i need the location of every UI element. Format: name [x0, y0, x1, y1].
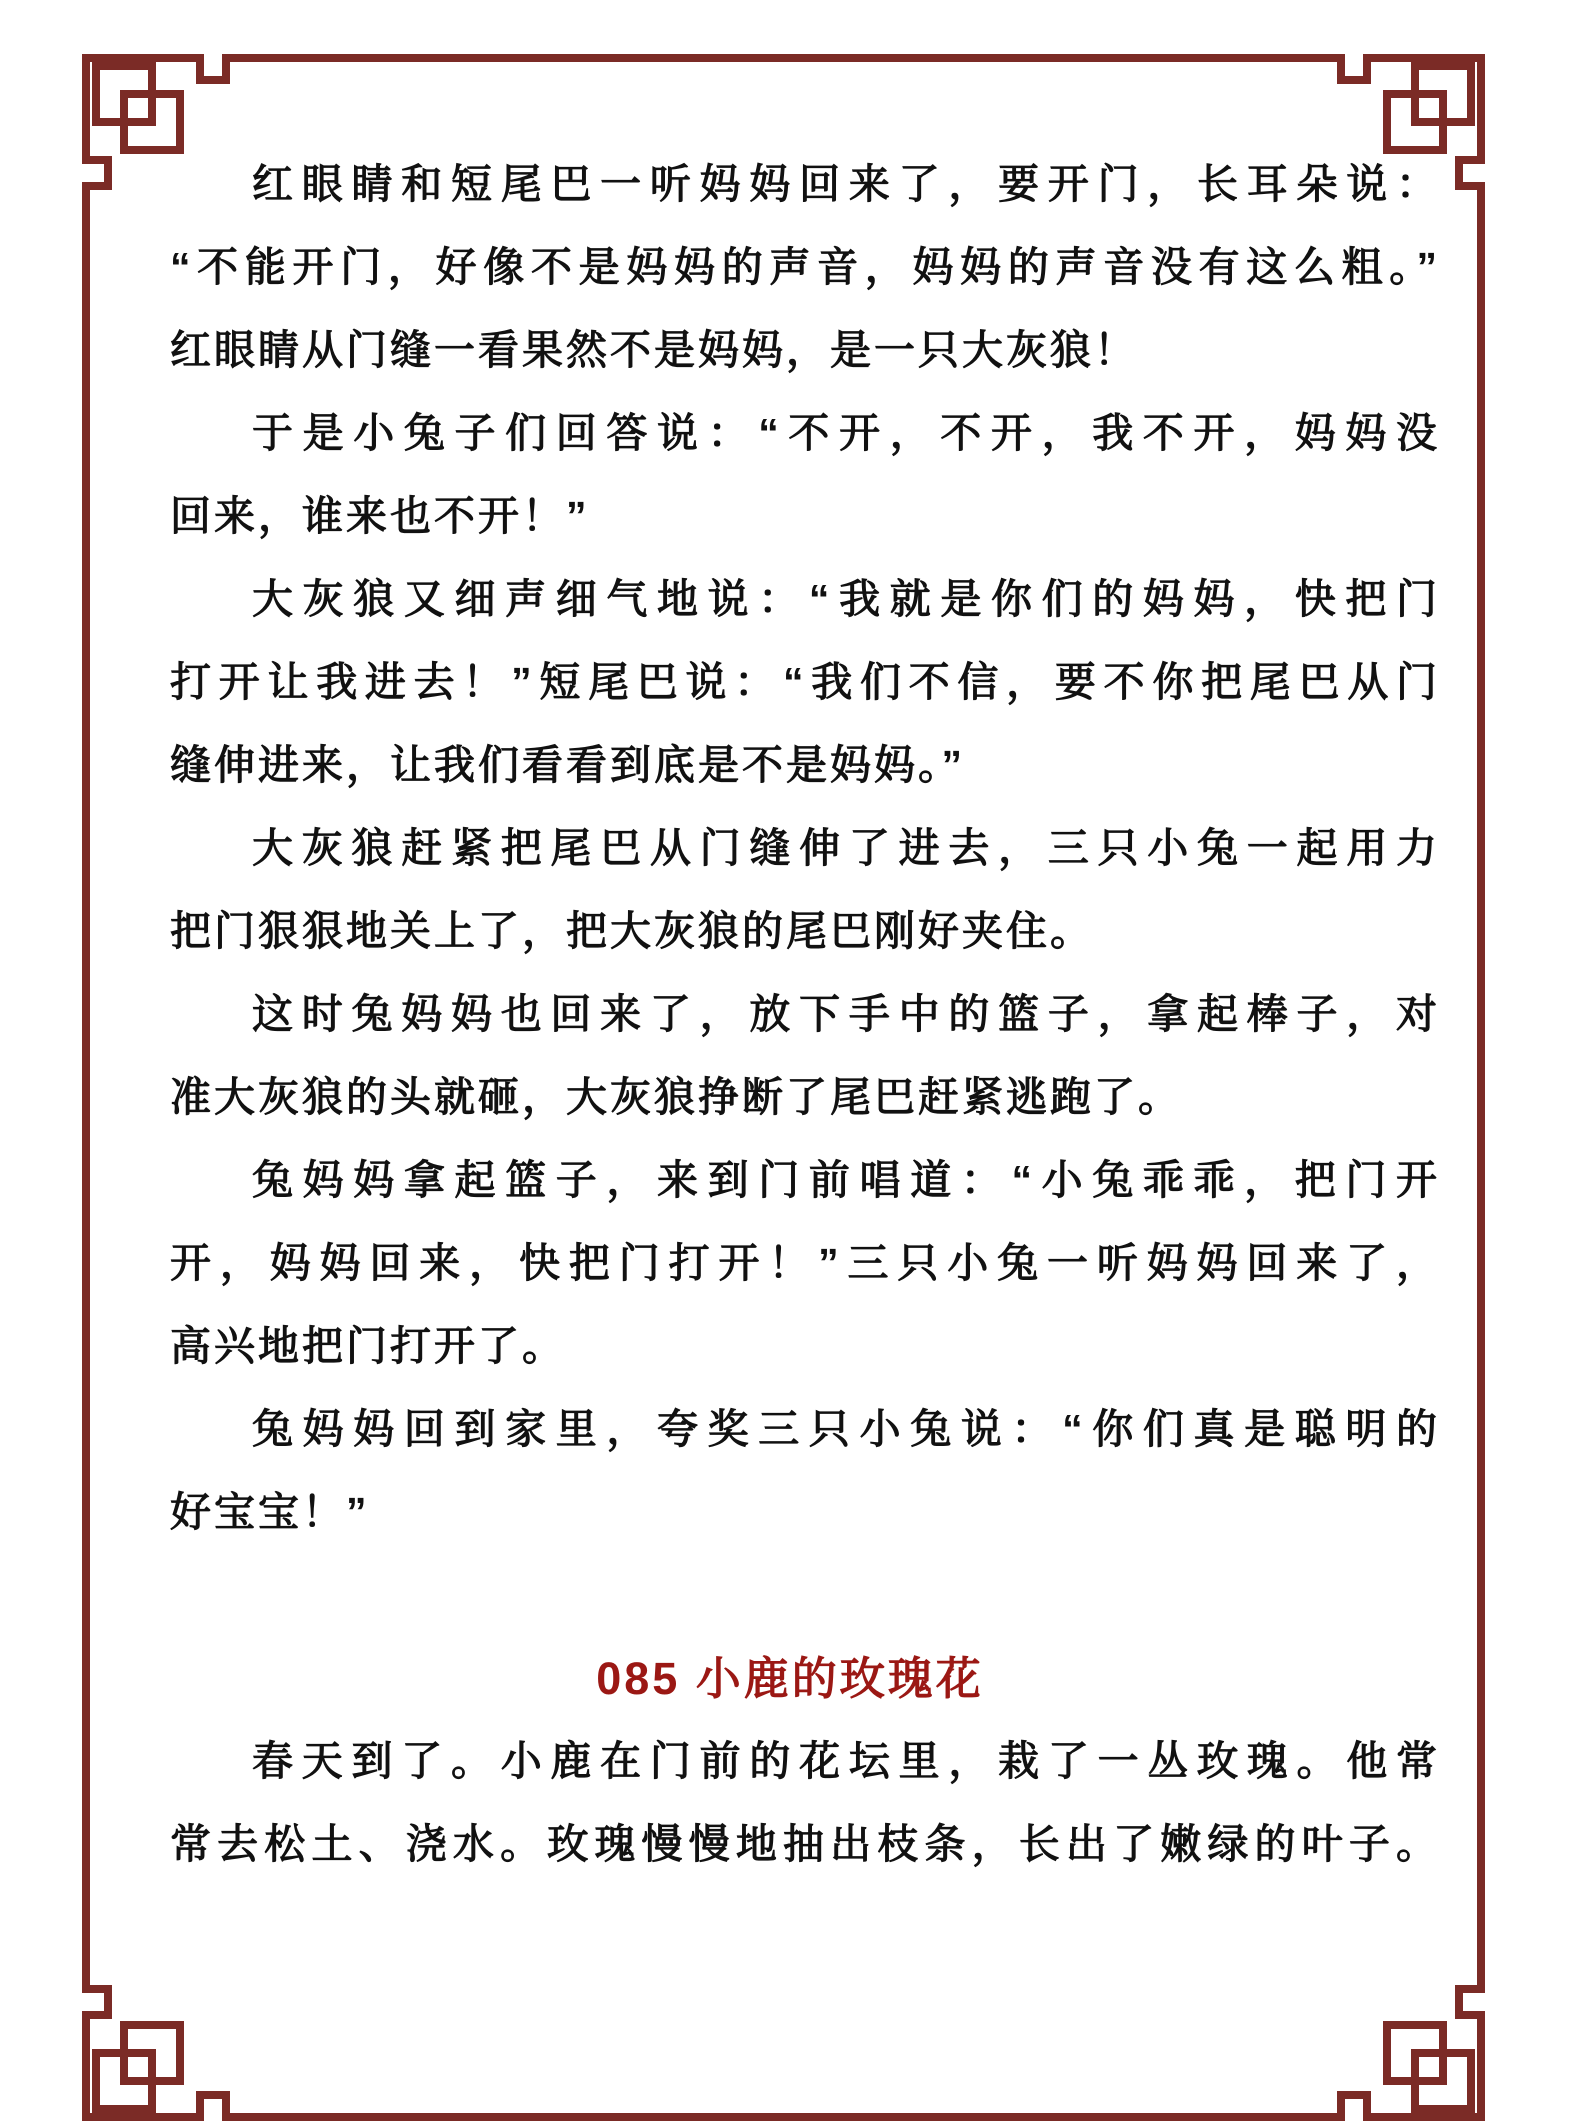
story-text-block	[170, 143, 1440, 1886]
story-line: 开，妈妈回来，快把门打开！”三只小兔一听妈妈回来了，	[170, 1240, 1440, 1286]
story-line: 高兴地把门打开了。	[170, 1323, 566, 1369]
story-line: 这时兔妈妈也回来了，放下手中的篮子，拿起棒子，对	[252, 991, 1440, 1037]
story-line: 常去松土、浇水。玫瑰慢慢地抽出枝条，长出了嫩绿的叶子。	[170, 1821, 1440, 1867]
story-line: 打开让我进去！”短尾巴说：“我们不信，要不你把尾巴从门	[170, 659, 1440, 705]
story-title-085: 085 小鹿的玫瑰花	[596, 1653, 984, 1704]
story-line: 好宝宝！”	[170, 1489, 370, 1535]
story-line: 红眼睛从门缝一看果然不是妈妈，是一只大灰狼！	[170, 327, 1138, 373]
corner-ornament-bottom-left	[60, 1885, 320, 2128]
corner-ornament-bottom-right	[1247, 1885, 1507, 2128]
border-edge-left	[82, 288, 90, 1887]
story-line: 兔妈妈回到家里，夸奖三只小兔说：“你们真是聪明的	[252, 1406, 1440, 1452]
story-line: “不能开门，好像不是妈妈的声音，妈妈的声音没有这么粗。”	[170, 244, 1440, 290]
story-line: 兔妈妈拿起篮子，来到门前唱道：“小兔乖乖，把门开	[252, 1157, 1440, 1203]
border-edge-top	[316, 54, 1250, 62]
border-edge-bottom	[316, 2113, 1250, 2121]
story-line: 大灰狼又细声细气地说：“我就是你们的妈妈，快把门	[252, 576, 1440, 622]
story-line: 大灰狼赶紧把尾巴从门缝伸了进去，三只小兔一起用力	[252, 825, 1440, 871]
story-line: 于是小兔子们回答说：“不开，不开，我不开，妈妈没	[252, 410, 1440, 456]
story-line: 准大灰狼的头就砸，大灰狼挣断了尾巴赶紧逃跑了。	[170, 1074, 1182, 1120]
story-line: 把门狠狠地关上了，把大灰狼的尾巴刚好夹住。	[170, 908, 1094, 954]
border-edge-right	[1477, 288, 1485, 1887]
story-line: 缝伸进来，让我们看看到底是不是妈妈。”	[170, 742, 965, 788]
story-line: 回来，谁来也不开！”	[170, 493, 590, 539]
story-line: 春天到了。小鹿在门前的花坛里，栽了一丛玫瑰。他常	[252, 1738, 1440, 1784]
story-line: 红眼睛和短尾巴一听妈妈回来了，要开门，长耳朵说：	[252, 161, 1440, 207]
